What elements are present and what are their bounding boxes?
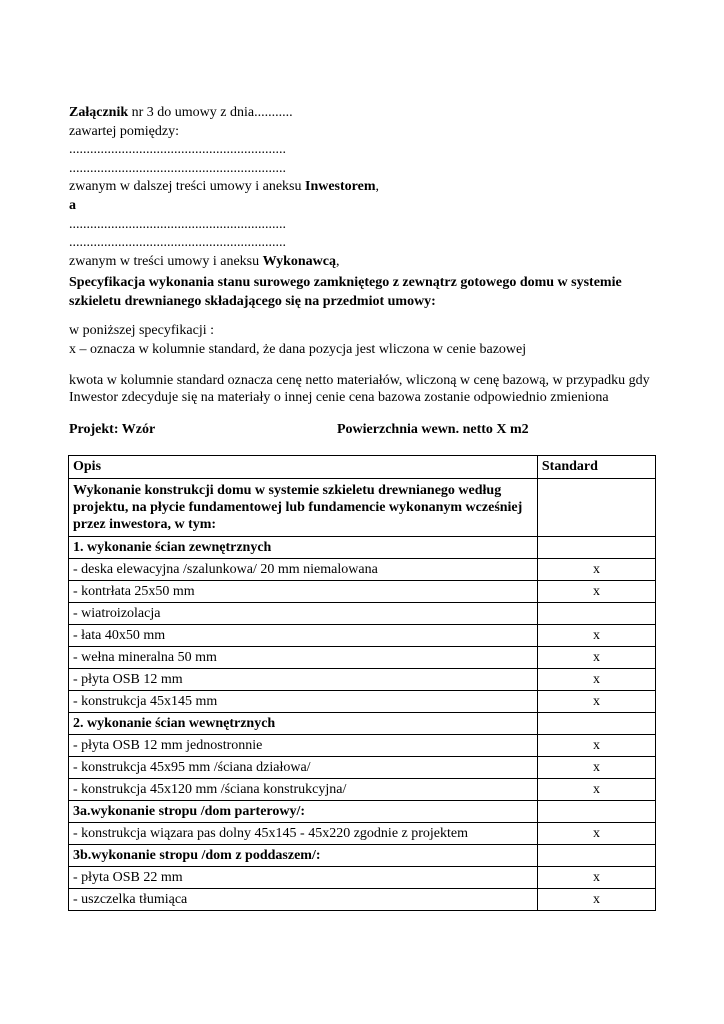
notes <box>69 322 669 359</box>
row-standard: x <box>537 581 655 603</box>
row-description: - konstrukcja 45x120 mm /ściana konstrukcyjna/ <box>69 779 538 801</box>
row-description: Wykonanie konstrukcji domu w systemie szkieletu drewnianego według projektu, na płycie fundamentowej lub fundamencie wykonanym wcześniej przez inwestora, w tym: <box>69 479 538 537</box>
contractor-line <box>69 253 669 272</box>
row-description: - konstrukcja wiązara pas dolny 45x145 - 45x220 zgodnie z projektem <box>69 823 538 845</box>
notes-line-1: w poniższej specyfikacji : <box>69 323 215 338</box>
attachment-label: Załącznik <box>69 105 129 120</box>
table-row <box>69 537 656 559</box>
row-description: - wełna mineralna 50 mm <box>69 647 538 669</box>
table-row <box>69 867 656 889</box>
row-standard <box>537 479 655 537</box>
investor-prefix: zwanym w dalszej treści umowy i aneksu <box>69 179 305 195</box>
investor-line <box>69 178 669 197</box>
row-standard: x <box>537 559 655 581</box>
row-standard: x <box>537 867 655 889</box>
dotted-line: .............................................................. <box>69 216 286 232</box>
dotted-line: .............................................................. <box>69 235 286 251</box>
row-standard <box>537 537 655 559</box>
area-label: Powierzchnia wewn. netto X m2 <box>337 422 529 437</box>
row-standard: x <box>537 691 655 713</box>
project-line <box>69 422 669 438</box>
contractor-suffix: , <box>336 253 340 269</box>
row-standard: x <box>537 889 655 911</box>
row-standard: x <box>537 647 655 669</box>
row-description: - konstrukcja 45x95 mm /ściana działowa/ <box>69 757 538 779</box>
row-description: - płyta OSB 12 mm jednostronnie <box>69 735 538 757</box>
row-description: - konstrukcja 45x145 mm <box>69 691 538 713</box>
row-description: 3a.wykonanie stropu /dom parterowy/: <box>69 801 538 823</box>
row-description: 2. wykonanie ścian wewnętrznych <box>69 713 538 735</box>
table-row <box>69 559 656 581</box>
row-description: - płyta OSB 22 mm <box>69 867 538 889</box>
row-description: - wiatroizolacja <box>69 603 538 625</box>
table-row <box>69 845 656 867</box>
specification-title: Specyfikacja wykonania stanu surowego zamkniętego z zewnątrz gotowego domu w systemie szkieletu drewnianego składającego się na przedmiot umowy: <box>69 275 622 309</box>
table-row <box>69 779 656 801</box>
table-row <box>69 647 656 669</box>
row-description: - deska elewacyjna /szalunkowa/ 20 mm niemalowana <box>69 559 538 581</box>
investor-label: Inwestorem <box>305 179 376 195</box>
table-row <box>69 757 656 779</box>
concluded-between: zawartej pomiędzy: <box>69 123 180 139</box>
column-header-opis: Opis <box>69 456 538 479</box>
price-note: kwota w kolumnie standard oznacza cenę netto materiałów, wliczoną w cenę bazową, w przypadku gdy Inwestor zdecyduje się na materiały o innej cenie cena bazowa zostanie odpowiednio zmieniona <box>69 373 650 405</box>
table-row <box>69 735 656 757</box>
row-standard <box>537 713 655 735</box>
dotted-line: .............................................................. <box>69 160 286 176</box>
table-row <box>69 479 656 537</box>
row-standard: x <box>537 823 655 845</box>
row-standard: x <box>537 779 655 801</box>
row-standard: x <box>537 757 655 779</box>
row-description: 3b.wykonanie stropu /dom z poddaszem/: <box>69 845 538 867</box>
table-header-row <box>69 456 656 479</box>
contractor-label: Wykonawcą <box>262 253 337 269</box>
attachment-line <box>69 104 669 123</box>
row-description: - łata 40x50 mm <box>69 625 538 647</box>
table-row <box>69 625 656 647</box>
table-row <box>69 889 656 911</box>
dotted-line: .............................................................. <box>69 142 286 158</box>
specification-table <box>68 455 656 911</box>
row-description: - uszczelka tłumiąca <box>69 889 538 911</box>
row-standard <box>537 845 655 867</box>
notes-line-2: x – oznacza w kolumnie standard, że dana pozycja jest wliczona w cenie bazowej <box>69 341 527 357</box>
row-standard: x <box>537 735 655 757</box>
row-standard <box>537 801 655 823</box>
project-label: Projekt: Wzór <box>69 422 156 437</box>
attachment-text: nr 3 do umowy z dnia........... <box>128 105 293 120</box>
contractor-prefix: zwanym w treści umowy i aneksu <box>69 253 263 269</box>
row-description: - kontrłata 25x50 mm <box>69 581 538 603</box>
table-row <box>69 669 656 691</box>
row-standard <box>537 603 655 625</box>
column-header-standard: Standard <box>537 456 655 479</box>
row-description: 1. wykonanie ścian zewnętrznych <box>69 537 538 559</box>
table-row <box>69 691 656 713</box>
table-row <box>69 581 656 603</box>
row-standard: x <box>537 669 655 691</box>
table-row <box>69 823 656 845</box>
contract-header <box>69 104 669 271</box>
and-text: a <box>69 197 76 213</box>
table-row <box>69 603 656 625</box>
row-standard: x <box>537 625 655 647</box>
table-row <box>69 801 656 823</box>
investor-suffix: , <box>375 179 380 195</box>
table-row <box>69 713 656 735</box>
and-line <box>69 197 669 216</box>
row-description: - płyta OSB 12 mm <box>69 669 538 691</box>
